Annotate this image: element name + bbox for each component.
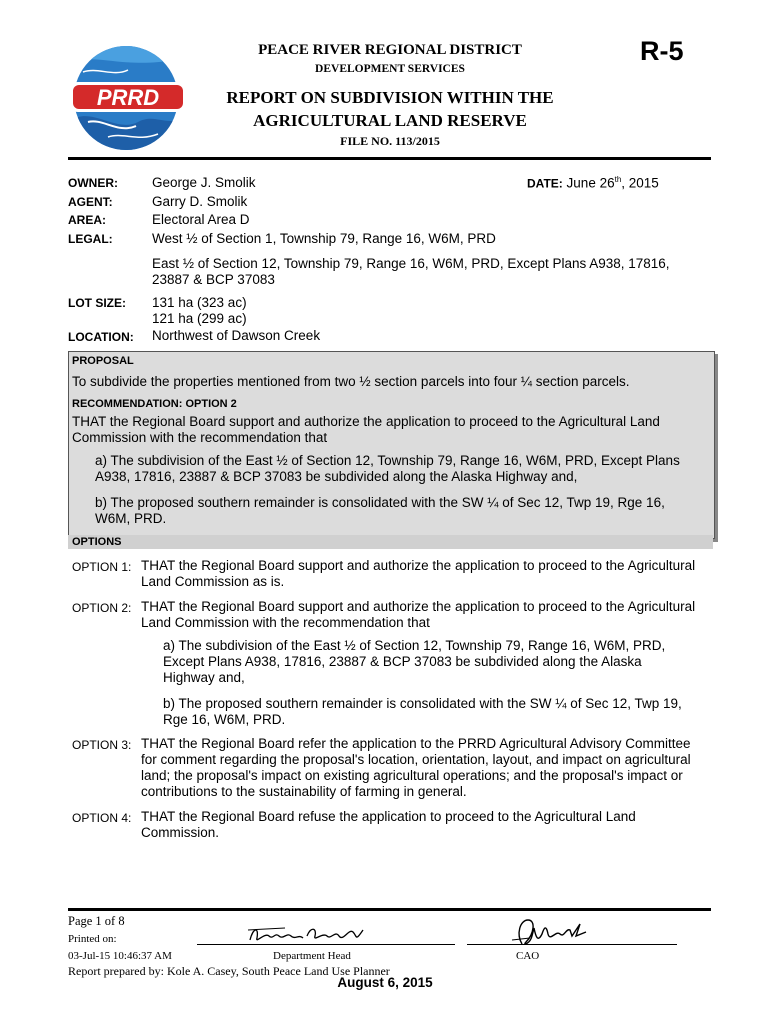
cao-label: CAO	[516, 950, 540, 962]
agent-value: Garry D. Smolik	[152, 194, 248, 209]
prrd-logo	[68, 42, 188, 154]
options-heading: OPTIONS	[72, 536, 122, 548]
location-value: Northwest of Dawson Creek	[152, 328, 321, 343]
proposal-heading: PROPOSAL	[72, 355, 134, 367]
print-timestamp: 03-Jul-15 10:46:37 AM	[68, 950, 172, 962]
option-2-label: OPTION 2:	[72, 601, 132, 615]
recommendation-b-line2: W6M, PRD.	[95, 511, 167, 526]
legal-label: LEGAL:	[68, 232, 113, 246]
svg-text:PRRD: PRRD	[96, 85, 160, 110]
option-2-b-line1: b) The proposed southern remainder is consolidated with the SW ¼ of Sec 12, Twp 19,	[163, 696, 682, 711]
report-number: R-5	[640, 36, 684, 66]
date-label: DATE:	[527, 176, 563, 191]
recommendation-heading: RECOMMENDATION: OPTION 2	[72, 398, 237, 410]
area-label: AREA:	[68, 213, 106, 227]
cao-signature	[510, 914, 600, 950]
location-label: LOCATION:	[68, 330, 134, 344]
report-date	[527, 175, 659, 191]
option-2-a-line2: Except Plans A938, 17816, 23887 & BCP 37083 be subdivided along the Alaska	[163, 654, 642, 669]
option-1-label: OPTION 1:	[72, 560, 132, 574]
option-2-a-line3: Highway and,	[163, 670, 245, 685]
report-title-line2: AGRICULTURAL LAND RESERVE	[253, 111, 527, 130]
report-prepared-by: Report prepared by: Kole A. Casey, South Peace Land Use Planner	[68, 964, 390, 978]
page-number: Page 1 of 8	[68, 914, 125, 928]
option-4-label: OPTION 4:	[72, 811, 132, 825]
district-name: PEACE RIVER REGIONAL DISTRICT	[258, 42, 522, 58]
option-1-line1: THAT the Regional Board support and authorize the application to proceed to the Agricultural	[141, 558, 696, 573]
dept-head-signature	[245, 918, 375, 948]
owner-label: OWNER:	[68, 176, 118, 190]
report-title-line1: REPORT ON SUBDIVISION WITHIN THE	[226, 88, 554, 107]
option-3-line2: for comment regarding the proposal's location, orientation, layout, and impact on agricultural	[141, 752, 691, 767]
option-2-line1: THAT the Regional Board support and authorize the application to proceed to the Agricultural	[141, 599, 696, 614]
department-head-label: Department Head	[273, 950, 351, 962]
option-2-b-line2: Rge 16, W6M, PRD.	[163, 712, 286, 727]
option-3-label: OPTION 3:	[72, 738, 132, 752]
owner-value: George J. Smolik	[152, 175, 256, 190]
date-suffix: th	[614, 175, 622, 184]
option-1-line2: Land Commission as is.	[141, 574, 285, 589]
lot-size-label: LOT SIZE:	[68, 296, 126, 310]
legal-value-2-line1: East ½ of Section 12, Township 79, Range 16, W6M, PRD, Except Plans A938, 17816,	[152, 256, 670, 271]
legal-value-2-line2: 23887 & BCP 37083	[152, 272, 275, 287]
option-3-line4: contributions to the sustainability of farming in general.	[141, 784, 467, 799]
option-3-line1: THAT the Regional Board refer the application to the PRRD Agricultural Advisory Committee	[141, 736, 691, 751]
printed-on-label: Printed on:	[68, 933, 117, 945]
recommendation-a-line1: a) The subdivision of the East ½ of Section 12, Township 79, Range 16, W6M, PRD, Except Plans	[95, 453, 680, 468]
recommendation-b-line1: b) The proposed southern remainder is consolidated with the SW ¼ of Sec 12, Twp 19, Rge 16,	[95, 495, 665, 510]
footer-divider	[68, 908, 711, 911]
option-3-line3: land; the proposal's impact on existing agricultural operations; and the proposal's impact or	[141, 768, 683, 783]
recommendation-line1: THAT the Regional Board support and authorize the application to proceed to the Agricultural Land	[72, 414, 660, 429]
option-4-line1: THAT the Regional Board refuse the application to proceed to the Agricultural Land	[141, 809, 636, 824]
agent-label: AGENT:	[68, 195, 113, 209]
date-day: June 26	[566, 175, 615, 191]
options-header-bar	[68, 535, 713, 549]
proposal-text: To subdivide the properties mentioned from two ½ section parcels into four ¼ section parcels.	[72, 374, 630, 389]
option-4-line2: Commission.	[141, 825, 220, 840]
option-2-a-line1: a) The subdivision of the East ½ of Section 12, Township 79, Range 16, W6M, PRD,	[163, 638, 666, 653]
legal-value-1: West ½ of Section 1, Township 79, Range 16, W6M, PRD	[152, 231, 496, 246]
board-meeting-date: August 6, 2015	[337, 975, 433, 990]
lot-size-1: 131 ha (323 ac)	[152, 295, 247, 310]
date-year: , 2015	[621, 175, 659, 191]
option-2-line2: Land Commission with the recommendation that	[141, 615, 430, 630]
area-value: Electoral Area D	[152, 212, 250, 227]
recommendation-a-line2: A938, 17816, 23887 & BCP 37083 be subdivided along the Alaska Highway and,	[95, 469, 578, 484]
lot-size-2: 121 ha (299 ac)	[152, 311, 247, 326]
department-name: DEVELOPMENT SERVICES	[315, 63, 465, 75]
file-number: FILE NO. 113/2015	[340, 134, 440, 148]
recommendation-line2: Commission with the recommendation that	[72, 430, 328, 445]
header-divider	[68, 157, 711, 160]
